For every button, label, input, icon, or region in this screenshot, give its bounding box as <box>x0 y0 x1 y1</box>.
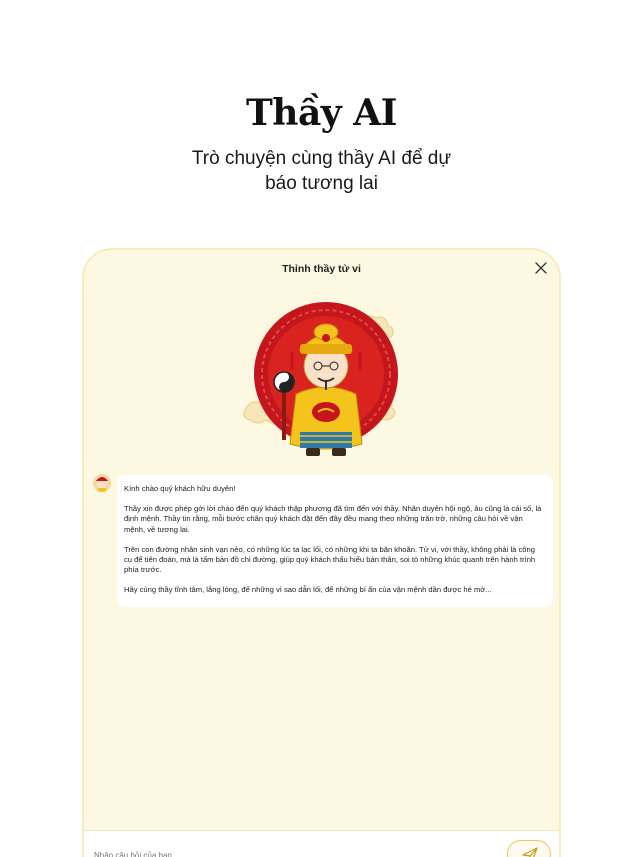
message-paragraph-3: Trên con đường nhân sinh vạn nẻo, có những lúc ta lạc lối, có những khi ta băn khoăn. Tử vi, với thầy, không phải là công cụ để tiên đoán, mà là tấm bản đồ chỉ đường, giúp quý khách thấu hiểu bản thân, soi tỏ những khúc quanh trên hành trình phía trước. <box>124 544 536 575</box>
bot-message-bubble <box>117 475 553 607</box>
send-button[interactable] <box>507 840 551 857</box>
chat-panel <box>82 248 561 857</box>
question-input[interactable] <box>94 847 474 857</box>
hero-title: Thầy AI <box>245 92 397 134</box>
message-paragraph-4: Hãy cùng thầy tĩnh tâm, lắng lòng, để những vì sao dẫn lối, để những bí ẩn của vận mệnh dần được hé mở... <box>124 585 492 595</box>
chat-header <box>84 262 559 282</box>
close-button[interactable] <box>533 260 549 276</box>
message-paragraph-2: Thầy xin được phép gởi lời chào đến quý khách thập phương đã tìm đến với thầy. Nhân duyên hội ngộ, âu cũng là cái số, là định mệnh. Thầy tin rằng, mỗi bước chân quý khách đặt đến đây đều mang theo những trăn trở, những câu hỏi về vận mệnh, về tương lai. <box>124 504 542 534</box>
close-icon <box>533 260 549 276</box>
message-paragraph-1: Kính chào quý khách hữu duyên! <box>124 484 236 493</box>
bot-avatar <box>93 474 111 492</box>
send-icon <box>522 847 538 857</box>
hero-subtitle-line-2: báo tương lai <box>265 173 378 194</box>
chat-title: Thỉnh thầy tử vi <box>282 263 361 275</box>
hero-subtitle <box>0 146 643 196</box>
fortune-teller-avatar-icon <box>93 474 111 492</box>
fortune-teller-mascot-image <box>242 284 410 466</box>
hero-subtitle-line-1: Trò chuyện cùng thầy AI để dự <box>191 148 452 169</box>
chat-input-bar <box>84 830 559 857</box>
